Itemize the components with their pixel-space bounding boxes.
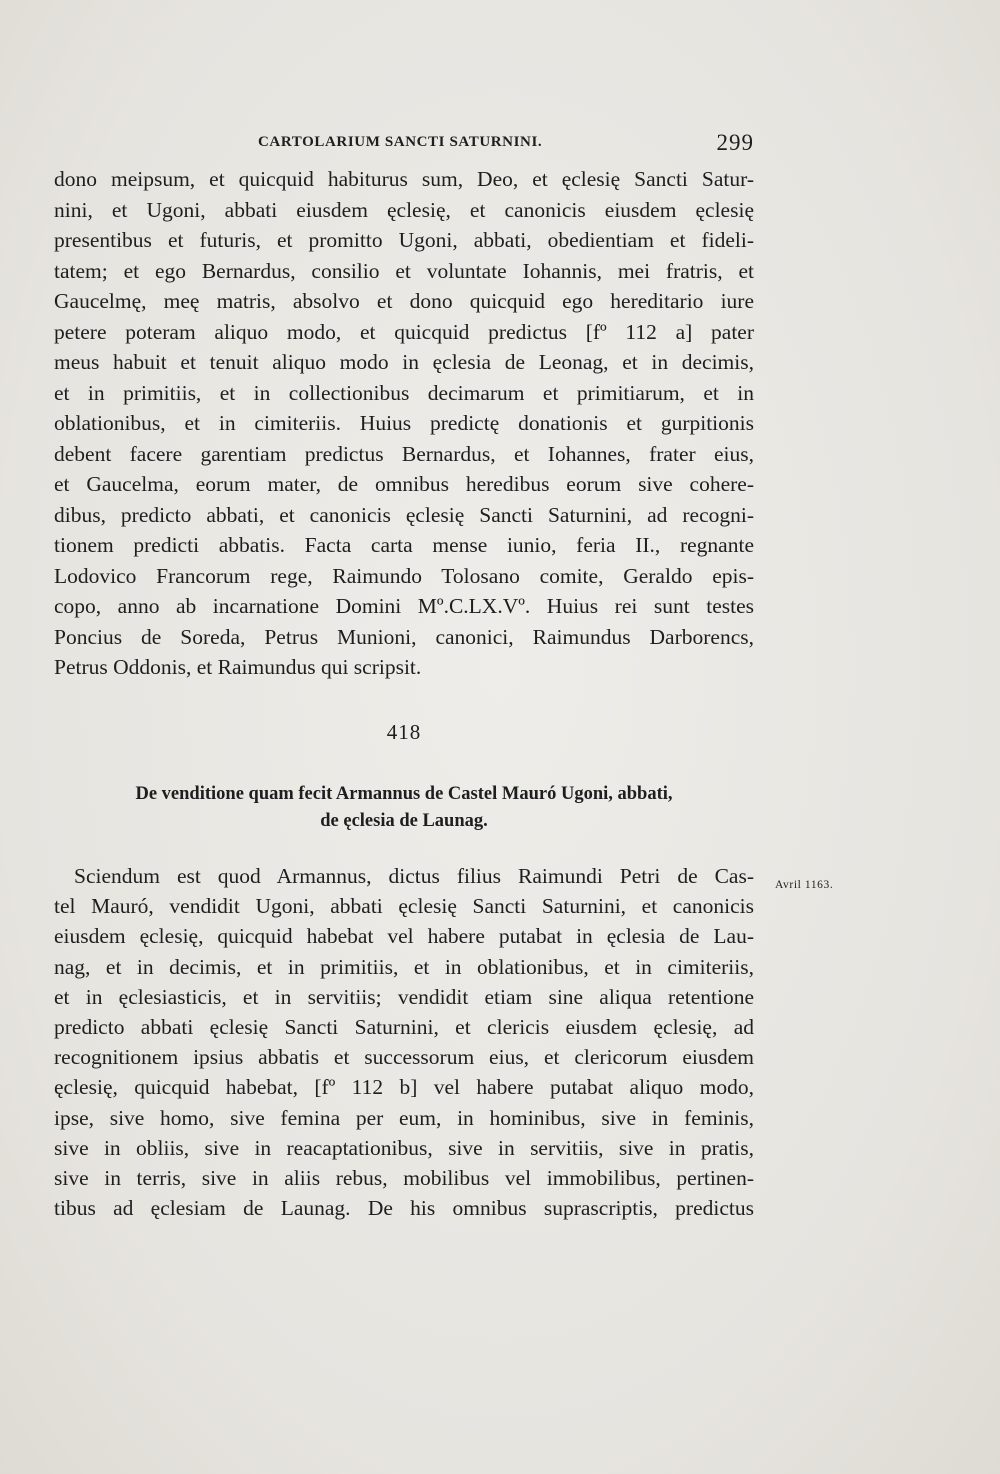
text-line: et Gaucelma, eorum mater, de omnibus heredibus eorum sive cohere-	[54, 472, 754, 496]
charter-title-line: de ęclesia de Launag.	[320, 811, 488, 831]
text-line: tel Mauró, vendidit Ugoni, abbati ęclesię Sancti Saturnini, et canonicis	[54, 894, 754, 919]
text-line: oblationibus, et in cimiteriis. Huius predictę donationis et gurpitionis	[54, 411, 754, 435]
page-number: 299	[716, 130, 754, 155]
charter-number: 418	[386, 720, 422, 744]
text-line: presentibus et futuris, et promitto Ugoni, abbati, obedientiam et fideli-	[54, 228, 754, 252]
text-line: nag, et in decimis, et in primitiis, et in oblationibus, et in cimiteriis,	[54, 954, 754, 979]
text-line: nini, et Ugoni, abbati eiusdem ęclesię, et canonicis eiusdem ęclesię	[54, 197, 754, 222]
charter-text	[54, 861, 754, 1223]
text-line: tatem; et ego Bernardus, consilio et voluntate Iohannis, mei fratris, et	[54, 258, 754, 283]
text-line: Lodovico Francorum rege, Raimundo Tolosano comite, Geraldo epis-	[54, 563, 754, 588]
text-line-last: Petrus Oddonis, et Raimundus qui scripsit.	[54, 655, 422, 679]
text-line: dibus, predicto abbati, et canonicis ęclesię Sancti Saturnini, ad recogni-	[54, 502, 754, 527]
text-line: sive in terris, sive in aliis rebus, mobilibus vel immobilibus, pertinen-	[54, 1165, 754, 1190]
running-title: CARTOLARIUM SANCTI SATURNINI.	[258, 134, 543, 150]
text-line: predicto abbati ęclesię Sancti Saturnini, et clericis eiusdem ęclesię, ad	[54, 1014, 754, 1039]
running-header	[258, 132, 754, 158]
charter-title-line: De venditione quam fecit Armannus de Castel Mauró Ugoni, abbati,	[135, 784, 673, 804]
text-line: ęclesię, quicquid habebat, [fº 112 b] vel habere putabat aliquo modo,	[54, 1075, 754, 1100]
text-line: ipse, sive homo, sive femina per eum, in hominibus, sive in feminis,	[54, 1105, 754, 1130]
text-line-first: Sciendum est quod Armannus, dictus filius Raimundi Petri de Cas-	[74, 864, 754, 888]
paragraph-continued	[54, 164, 754, 683]
text-line: tionem predicti abbatis. Facta carta mense iunio, feria II., regnante	[54, 533, 754, 557]
text-line: Gaucelmę, meę matris, absolvo et dono quicquid ego hereditario iure	[54, 289, 754, 313]
text-line: eiusdem ęclesię, quicquid habebat vel habere putabat in ęclesia de Lau-	[54, 924, 754, 949]
text-line: tibus ad ęclesiam de Launag. De his omnibus suprascriptis, predictus	[54, 1196, 754, 1221]
text-line: meus habuit et tenuit aliquo modo in ęclesia de Leonag, et in decimis,	[54, 350, 754, 374]
margin-date-note: Avril 1163.	[775, 879, 834, 891]
text-line: et in ęclesiasticis, et in servitiis; vendidit etiam sine aliqua retentione	[54, 984, 754, 1009]
charter-title	[54, 781, 754, 835]
text-line: debent facere garentiam predictus Bernardus, et Iohannes, frater eius,	[54, 441, 754, 466]
text-line: recognitionem ipsius abbatis et successorum eius, et clericorum eiusdem	[54, 1045, 754, 1070]
text-line: Poncius de Soreda, Petrus Munioni, canonici, Raimundus Darborencs,	[54, 624, 754, 649]
text-line: copo, anno ab incarnatione Domini Mº.C.LX.Vº. Huius rei sunt testes	[54, 594, 754, 618]
text-line: petere poteram aliquo modo, et quicquid predictus [fº 112 a] pater	[54, 319, 754, 344]
text-line: sive in obliis, sive in reacaptationibus, sive in servitiis, sive in pratis,	[54, 1135, 754, 1160]
text-line: et in primitiis, et in collectionibus decimarum et primitiarum, et in	[54, 380, 754, 405]
text-line: dono meipsum, et quicquid habiturus sum, Deo, et ęclesię Sancti Satur-	[54, 167, 754, 191]
